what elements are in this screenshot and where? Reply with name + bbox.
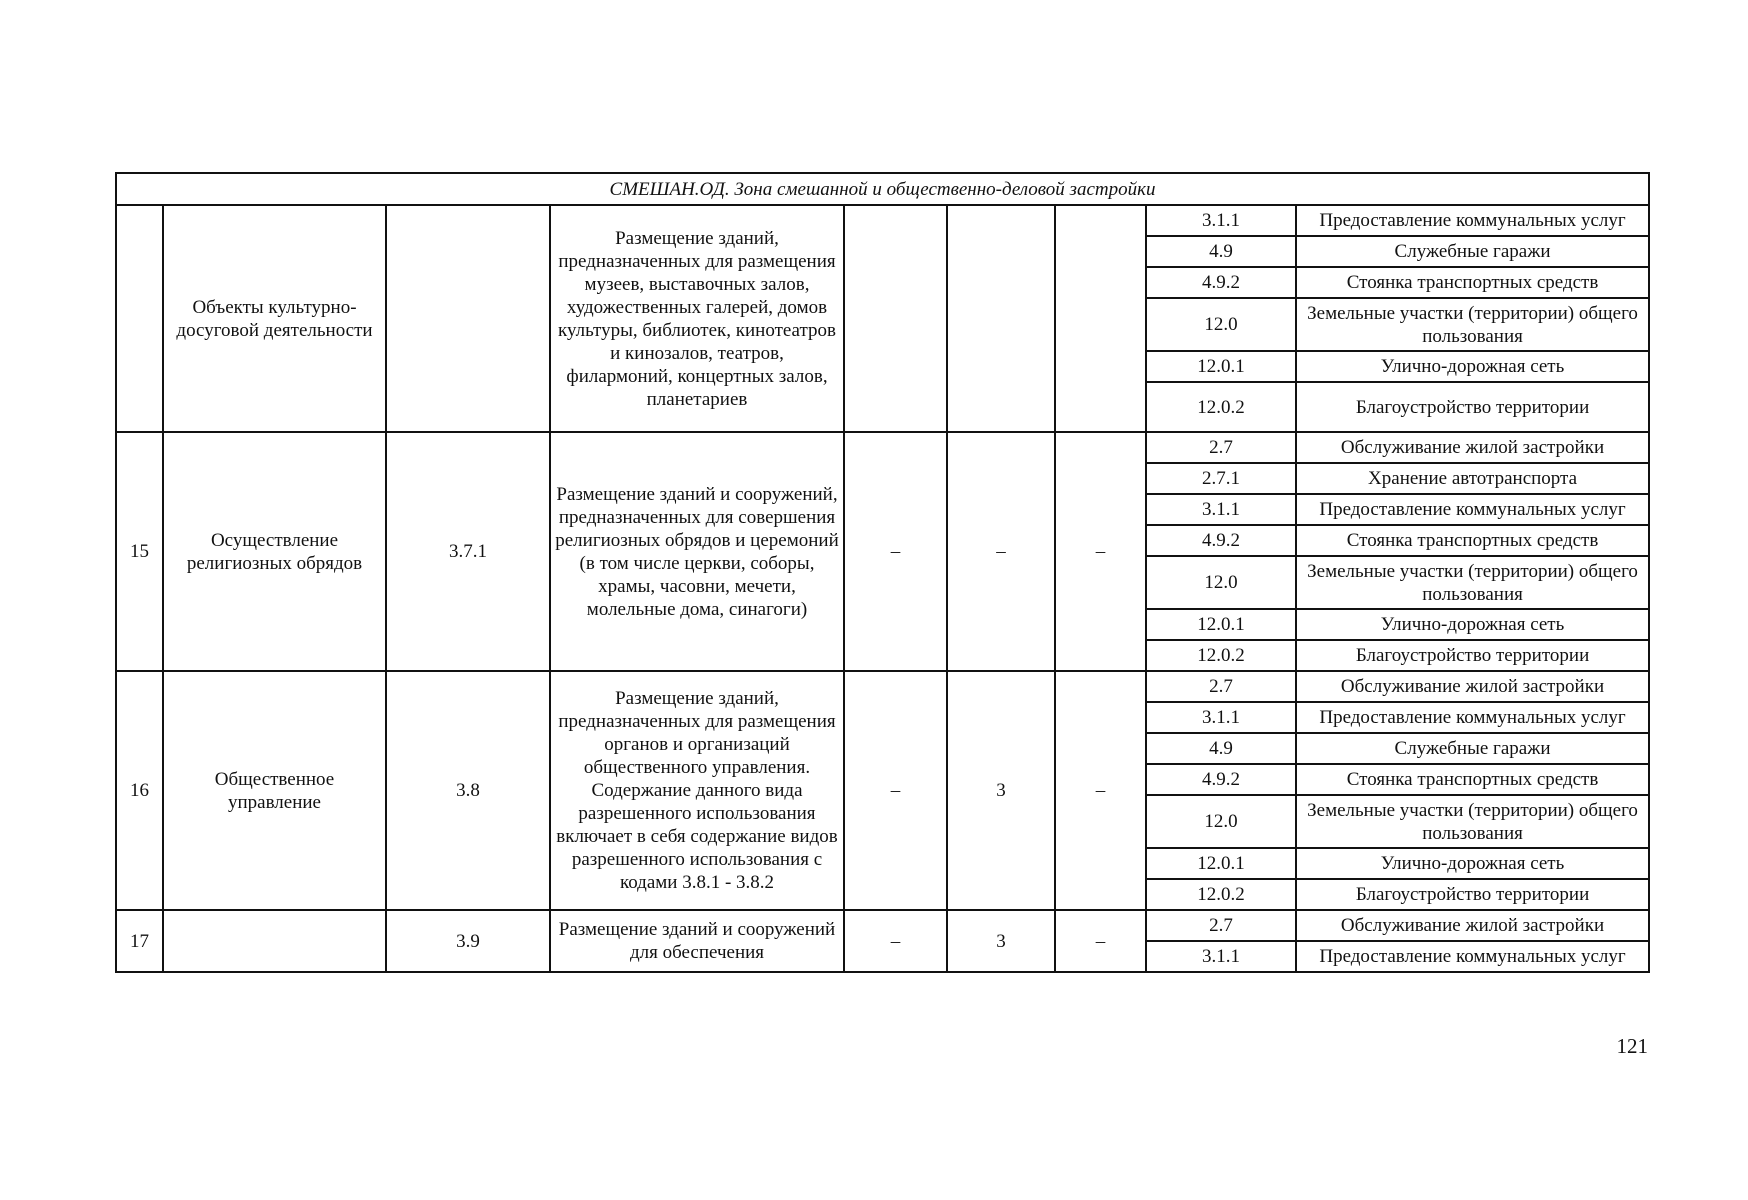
row-number: 16 (116, 671, 163, 910)
zone-table (115, 172, 1650, 973)
use-code: 3.8 (386, 671, 550, 910)
use-name: Осуществление религиозных обрядов (163, 432, 386, 671)
table-row (116, 910, 1649, 941)
related-code: 12.0 (1146, 556, 1296, 609)
param-3 (1055, 205, 1146, 432)
use-code (386, 205, 550, 432)
related-name: Предоставление коммунальных услуг (1296, 702, 1649, 733)
related-name: Земельные участки (территории) общего пользования (1296, 795, 1649, 848)
related-code: 12.0.2 (1146, 382, 1296, 432)
param-3: – (1055, 432, 1146, 671)
related-name: Служебные гаражи (1296, 733, 1649, 764)
related-name: Земельные участки (территории) общего пользования (1296, 556, 1649, 609)
param-3: – (1055, 910, 1146, 972)
related-code: 2.7 (1146, 432, 1296, 463)
related-code: 4.9.2 (1146, 764, 1296, 795)
use-description: Размещение зданий и сооружений, предназначенных для совершения религиозных обрядов и церемоний (в том числе церкви, соборы, храмы, часовни, мечети, молельные дома, синагоги) (550, 432, 844, 671)
related-name: Стоянка транспортных средств (1296, 764, 1649, 795)
related-name: Стоянка транспортных средств (1296, 525, 1649, 556)
related-name: Обслуживание жилой застройки (1296, 671, 1649, 702)
param-3: – (1055, 671, 1146, 910)
use-code: 3.9 (386, 910, 550, 972)
param-2: 3 (947, 671, 1055, 910)
zone-title: СМЕШАН.ОД. Зона смешанной и общественно-деловой застройки (116, 173, 1649, 205)
related-code: 4.9.2 (1146, 267, 1296, 298)
table-row (116, 671, 1649, 702)
related-name: Обслуживание жилой застройки (1296, 432, 1649, 463)
related-code: 3.1.1 (1146, 941, 1296, 972)
use-code: 3.7.1 (386, 432, 550, 671)
related-name: Предоставление коммунальных услуг (1296, 494, 1649, 525)
page-number: 121 (1616, 1034, 1648, 1058)
related-name: Улично-дорожная сеть (1296, 848, 1649, 879)
param-1 (844, 205, 947, 432)
related-name: Улично-дорожная сеть (1296, 351, 1649, 382)
use-name: Общественное управление (163, 671, 386, 910)
related-name: Благоустройство территории (1296, 640, 1649, 671)
related-code: 12.0 (1146, 298, 1296, 351)
related-name: Служебные гаражи (1296, 236, 1649, 267)
related-code: 12.0.2 (1146, 879, 1296, 910)
row-number: 17 (116, 910, 163, 972)
related-name: Улично-дорожная сеть (1296, 609, 1649, 640)
related-name: Стоянка транспортных средств (1296, 267, 1649, 298)
related-code: 12.0.2 (1146, 640, 1296, 671)
related-code: 3.1.1 (1146, 494, 1296, 525)
related-name: Земельные участки (территории) общего пользования (1296, 298, 1649, 351)
related-code: 2.7 (1146, 910, 1296, 941)
related-name: Предоставление коммунальных услуг (1296, 941, 1649, 972)
related-code: 4.9 (1146, 236, 1296, 267)
use-description: Размещение зданий и сооружений для обеспечения (550, 910, 844, 972)
row-number (116, 205, 163, 432)
related-name: Хранение автотранспорта (1296, 463, 1649, 494)
param-1: – (844, 432, 947, 671)
use-name: Объекты культурно-досуговой деятельности (163, 205, 386, 432)
param-2: – (947, 432, 1055, 671)
param-2: 3 (947, 910, 1055, 972)
table-row (116, 205, 1649, 236)
related-code: 2.7 (1146, 671, 1296, 702)
related-code: 4.9 (1146, 733, 1296, 764)
related-name: Благоустройство территории (1296, 879, 1649, 910)
related-code: 12.0.1 (1146, 609, 1296, 640)
row-number: 15 (116, 432, 163, 671)
related-code: 12.0.1 (1146, 848, 1296, 879)
use-description: Размещение зданий, предназначенных для размещения музеев, выставочных залов, художественных галерей, домов культуры, библиотек, кинотеатров и кинозалов, театров, филармоний, концертных залов, планетариев (550, 205, 844, 432)
table-row (116, 432, 1649, 463)
param-1: – (844, 910, 947, 972)
related-name: Благоустройство территории (1296, 382, 1649, 432)
related-code: 2.7.1 (1146, 463, 1296, 494)
related-code: 3.1.1 (1146, 702, 1296, 733)
related-code: 12.0.1 (1146, 351, 1296, 382)
use-description: Размещение зданий, предназначенных для размещения органов и организаций общественного управления. Содержание данного вида разрешенного использования включает в себя содержание видов разрешенного использования с кодами 3.8.1 - 3.8.2 (550, 671, 844, 910)
related-code: 4.9.2 (1146, 525, 1296, 556)
param-1: – (844, 671, 947, 910)
related-code: 12.0 (1146, 795, 1296, 848)
param-2 (947, 205, 1055, 432)
related-code: 3.1.1 (1146, 205, 1296, 236)
related-name: Обслуживание жилой застройки (1296, 910, 1649, 941)
related-name: Предоставление коммунальных услуг (1296, 205, 1649, 236)
use-name (163, 910, 386, 972)
